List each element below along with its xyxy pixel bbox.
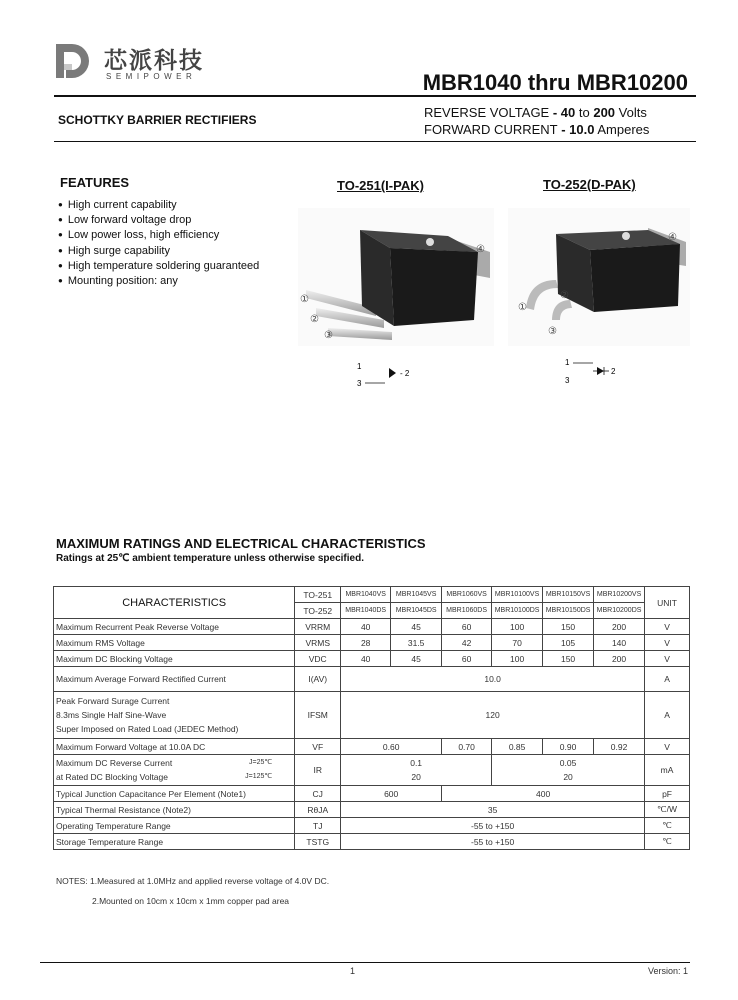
pin-1-label: ①: [300, 294, 309, 305]
cell-value: 40: [341, 651, 391, 667]
row-symbol: TSTG: [295, 834, 341, 850]
cell-value: 40: [341, 619, 391, 635]
row-symbol: VF: [295, 739, 341, 755]
cell-value: 150: [543, 619, 594, 635]
cell-value: 600: [341, 786, 442, 802]
row-symbol: IFSM: [295, 692, 341, 739]
pkg-to251: TO-251: [295, 587, 341, 603]
semipower-logo-icon: [52, 40, 94, 82]
row-label: [54, 692, 295, 739]
features-list: [58, 198, 259, 289]
row-label: Storage Temperature Range: [54, 834, 295, 850]
part-number: MBR10150VS: [543, 587, 594, 603]
table-row: [54, 619, 690, 635]
sym-pin-2: 2: [611, 367, 616, 376]
cell-value: -55 to +150: [341, 834, 645, 850]
row-label: Maximum RMS Voltage: [54, 635, 295, 651]
row-symbol: I(AV): [295, 667, 341, 692]
cell-value: 200: [594, 651, 645, 667]
note-1: NOTES: 1.Measured at 1.0MHz and applied reverse voltage of 4.0V DC.: [56, 876, 330, 886]
cell-value: 0.85: [492, 739, 543, 755]
features-heading: FEATURES: [60, 175, 130, 190]
part-number: MBR1045DS: [391, 603, 442, 619]
row-unit: V: [645, 651, 690, 667]
cell-value: 150: [543, 651, 594, 667]
cell-value: 35: [341, 802, 645, 818]
cell-value: 45: [391, 619, 442, 635]
version-label: Version: 1: [647, 966, 688, 976]
page-number: 1: [350, 966, 356, 976]
table-row: [54, 739, 690, 755]
sym-pin-3: 3: [357, 379, 362, 388]
sym-pin-1: 1: [357, 362, 362, 371]
sym-pin-2: - 2: [400, 369, 410, 378]
feature-item: ● High temperature soldering guaranteed: [58, 259, 259, 274]
part-number: MBR1040DS: [341, 603, 391, 619]
pin-4-label: ④: [668, 232, 677, 243]
feature-item: ● High current capability: [58, 198, 259, 213]
row-label: Maximum Forward Voltage at 10.0A DC: [54, 739, 295, 755]
to252-diode-symbol: [563, 356, 625, 386]
row-unit: ℃: [645, 818, 690, 834]
pin-1-label: ①: [518, 302, 527, 313]
logo-chinese-name: 芯派科技: [104, 48, 204, 74]
cell-value: 0.90: [543, 739, 594, 755]
part-title: MBR1040 thru MBR10200: [422, 70, 688, 95]
row-symbol: CJ: [295, 786, 341, 802]
row-label: Maximum Average Forward Rectified Current: [54, 667, 295, 692]
table-row: [54, 635, 690, 651]
to251-package-image: [298, 208, 494, 346]
cell-value: 100: [492, 619, 543, 635]
row-unit: mA: [645, 755, 690, 786]
table-row: [54, 755, 690, 786]
table-row: [54, 651, 690, 667]
part-number: MBR10100DS: [492, 603, 543, 619]
temp-condition: J=125℃: [245, 773, 273, 780]
cell-value: 0.60: [341, 739, 442, 755]
row-unit: V: [645, 635, 690, 651]
row-label: Typical Junction Capacitance Per Element (Note1): [54, 786, 295, 802]
row-unit: ℃: [645, 834, 690, 850]
row-label-line: Peak Forward Surage Current: [56, 696, 170, 706]
row-label-line: Maximum DC Reverse Current: [56, 758, 173, 768]
cell-value: 120: [341, 692, 645, 739]
row-label: Typical Thermal Resistance (Note2): [54, 802, 295, 818]
part-number: MBR10200DS: [594, 603, 645, 619]
to252-package-image: [508, 208, 690, 346]
table-row: [54, 834, 690, 850]
row-label-line: 8.3ms Single Half Sine-Wave: [56, 710, 167, 720]
feature-item: ● Low forward voltage drop: [58, 213, 259, 228]
pin-3-label: ③: [324, 330, 333, 341]
cell-value: [341, 755, 492, 786]
row-symbol: IR: [295, 755, 341, 786]
product-subtitle: SCHOTTKY BARRIER RECTIFIERS: [58, 113, 257, 127]
cell-value: -55 to +150: [341, 818, 645, 834]
row-symbol: VRMS: [295, 635, 341, 651]
part-number: MBR10100VS: [492, 587, 543, 603]
cell-value: 42: [442, 635, 492, 651]
cell-value: 105: [543, 635, 594, 651]
part-number: MBR1045VS: [391, 587, 442, 603]
logo-english-name: SEMIPOWER: [106, 72, 197, 81]
table-row: [54, 818, 690, 834]
row-unit: V: [645, 619, 690, 635]
row-symbol: VDC: [295, 651, 341, 667]
cell-value: 28: [341, 635, 391, 651]
cell-value: 200: [594, 619, 645, 635]
row-label: [54, 755, 295, 786]
notes: [56, 871, 329, 911]
pin-2-label: ②: [560, 290, 569, 301]
cell-value: 70: [492, 635, 543, 651]
ratings-table: [53, 586, 690, 850]
cell-value: 140: [594, 635, 645, 651]
part-number: MBR1060VS: [442, 587, 492, 603]
col-unit: UNIT: [645, 587, 690, 619]
cell-value: [492, 755, 645, 786]
row-unit: pF: [645, 786, 690, 802]
feature-item: ● Mounting position: any: [58, 274, 259, 289]
row-label-line: at Rated DC Blocking Voltage: [56, 772, 168, 782]
cell-value: 100: [492, 651, 543, 667]
part-number: MBR10200VS: [594, 587, 645, 603]
table-row: [54, 802, 690, 818]
ratings-subheading: Ratings at 25℃ ambient temperature unless otherwise specified.: [56, 553, 364, 564]
to251-diode-symbol: [355, 362, 415, 388]
cell-value: 10.0: [341, 667, 645, 692]
row-unit: A: [645, 692, 690, 739]
sym-pin-3: 3: [565, 376, 570, 385]
temp-condition: J=25℃: [249, 759, 273, 766]
row-label: Maximum DC Blocking Voltage: [54, 651, 295, 667]
header-rule: [54, 95, 696, 97]
row-unit: V: [645, 739, 690, 755]
forward-current-spec: FORWARD CURRENT - 10.0 Amperes: [424, 122, 650, 137]
row-unit: ℃/W: [645, 802, 690, 818]
part-number: MBR10150DS: [543, 603, 594, 619]
cell-value: 60: [442, 651, 492, 667]
feature-item: ● Low power loss, high efficiency: [58, 228, 259, 243]
cell-value: 60: [442, 619, 492, 635]
package-title-to252: TO-252(D-PAK): [543, 177, 636, 192]
pin-4-label: ④: [476, 244, 485, 255]
ratings-heading: MAXIMUM RATINGS AND ELECTRICAL CHARACTERISTICS: [56, 536, 426, 551]
cell-value-line: 20: [411, 772, 421, 782]
pkg-to252: TO-252: [295, 603, 341, 619]
subheader-rule: [54, 141, 696, 142]
col-characteristics: CHARACTERISTICS: [54, 587, 295, 619]
table-row: [54, 786, 690, 802]
row-label-line: Super Imposed on Rated Load (JEDEC Method): [56, 724, 239, 734]
row-label: Operating Temperature Range: [54, 818, 295, 834]
package-title-to251: TO-251(I-PAK): [337, 178, 424, 193]
part-number: MBR1060DS: [442, 603, 492, 619]
table-row: [54, 692, 690, 739]
reverse-voltage-spec: REVERSE VOLTAGE - 40 to 200 Volts: [424, 105, 647, 120]
cell-value-line: 0.1: [410, 758, 423, 768]
row-symbol: VRRM: [295, 619, 341, 635]
pin-2-label: ②: [310, 314, 319, 325]
table-row: [54, 667, 690, 692]
cell-value-line: 20: [563, 772, 573, 782]
row-symbol: RθJA: [295, 802, 341, 818]
pin-3-label: ③: [548, 326, 557, 337]
feature-item: ● High surge capability: [58, 244, 259, 259]
footer-rule: [40, 962, 690, 963]
note-2: 2.Mounted on 10cm x 10cm x 1mm copper pad area: [92, 896, 290, 906]
cell-value: 400: [442, 786, 645, 802]
cell-value: 0.92: [594, 739, 645, 755]
row-unit: A: [645, 667, 690, 692]
row-label: Maximum Recurrent Peak Reverse Voltage: [54, 619, 295, 635]
sym-pin-1: 1: [565, 358, 570, 367]
part-number: MBR1040VS: [341, 587, 391, 603]
cell-value-line: 0.05: [559, 758, 577, 768]
cell-value: 45: [391, 651, 442, 667]
cell-value: 0.70: [442, 739, 492, 755]
cell-value: 31.5: [391, 635, 442, 651]
row-symbol: TJ: [295, 818, 341, 834]
